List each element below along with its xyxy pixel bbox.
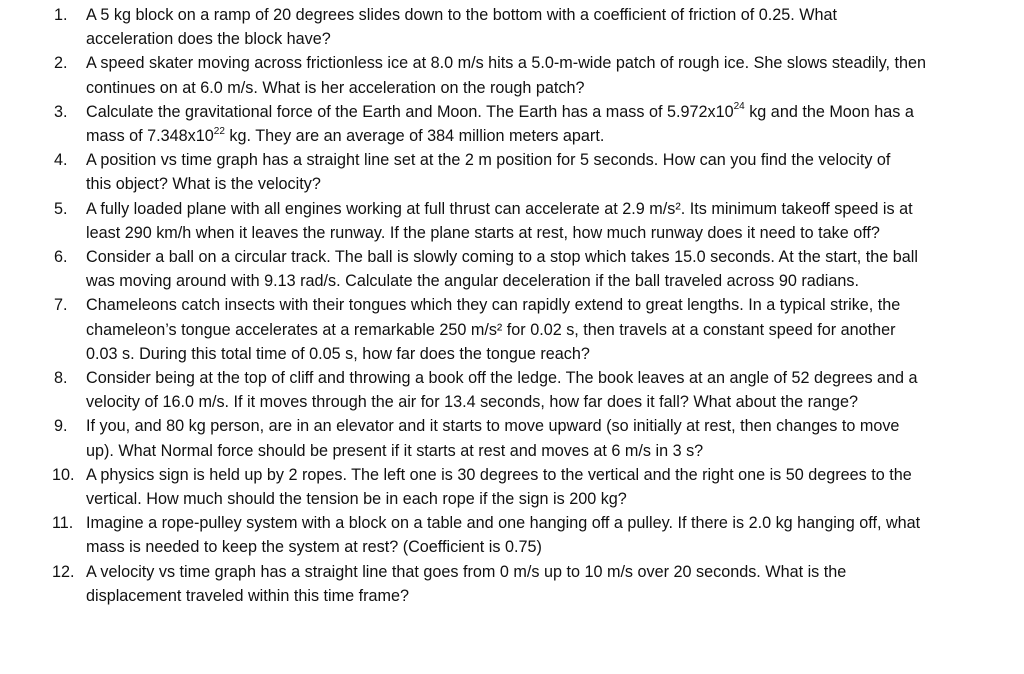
question-item xyxy=(54,245,964,293)
question-text-line: 0.03 s. During this total time of 0.05 s, how far does the tongue reach? xyxy=(86,344,590,363)
question-item xyxy=(54,463,964,511)
question-number: 8. xyxy=(54,369,68,388)
question-item xyxy=(54,511,964,559)
question-text-line: continues on at 6.0 m/s. What is her acceleration on the rough patch? xyxy=(86,78,585,97)
question-text-line: velocity of 16.0 m/s. If it moves through the air for 13.4 seconds, how far does it fall? What about the range? xyxy=(86,393,859,412)
question-text-line: Calculate the gravitational force of the Earth and Moon. The Earth has a mass of $5.972x10^{24}$ kg and the Moon has a xyxy=(86,101,914,121)
question-item xyxy=(54,100,964,148)
question-text-line: chameleon’s tongue accelerates at a remarkable 250 m/s² for 0.02 s, then travels at a constant speed for another xyxy=(86,320,896,339)
question-number: 1. xyxy=(54,6,68,24)
question-item xyxy=(54,293,964,366)
exponent: 22 xyxy=(213,125,225,137)
question-text-line: mass of $7.348x10^{22}$ kg. They are an average of 384 million meters apart. xyxy=(86,125,605,146)
question-item xyxy=(54,366,964,414)
question-number: 11. xyxy=(52,514,74,533)
question-text-line: A fully loaded plane with all engines working at full thrust can accelerate at 2.9 m/s². Its minimum takeoff speed is at xyxy=(86,199,913,218)
question-text-line: A velocity vs time graph has a straight line that goes from 0 m/s up to 10 m/s over 20 seconds. What is the xyxy=(86,562,847,581)
question-item xyxy=(54,197,964,245)
question-item xyxy=(54,51,964,99)
question-text-line: up). What Normal force should be present if it starts at rest and moves at 6 m/s in 3 s? xyxy=(86,441,704,460)
question-text-line: least 290 km/h when it leaves the runway. If the plane starts at rest, how much runway does it need to take off? xyxy=(86,223,880,242)
question-number: 10. xyxy=(52,465,75,484)
question-text-line: A speed skater moving across frictionless ice at 8.0 m/s hits a 5.0-m-wide patch of rough ice. She slows steadily, then xyxy=(86,54,927,73)
question-number: 4. xyxy=(54,151,68,170)
question-text-line: Consider being at the top of cliff and throwing a book off the ledge. The book leaves at an angle of 52 degrees and a xyxy=(86,369,918,388)
question-number: 6. xyxy=(54,248,68,267)
question-text-line: Consider a ball on a circular track. The ball is slowly coming to a stop which takes 15.0 seconds. At the start, the ball xyxy=(86,248,918,267)
question-text-line: vertical. How much should the tension be in each rope if the sign is 200 kg? xyxy=(86,490,627,509)
question-number: 9. xyxy=(54,417,68,436)
question-item xyxy=(54,3,964,51)
question-text-line: acceleration does the block have? xyxy=(86,30,331,49)
question-item xyxy=(54,560,964,608)
question-text-line: If you, and 80 kg person, are in an elevator and it starts to move upward (so initially at rest, then changes to move xyxy=(86,417,900,436)
exponent: 24 xyxy=(733,101,745,113)
question-number: 12. xyxy=(52,562,75,581)
question-number: 5. xyxy=(54,199,68,218)
question-list xyxy=(54,3,964,608)
question-item xyxy=(54,148,964,196)
question-text-line: A physics sign is held up by 2 ropes. The left one is 30 degrees to the vertical and the right one is 50 degrees to the xyxy=(86,465,912,484)
question-number: 3. xyxy=(54,102,68,121)
question-number: 7. xyxy=(54,296,68,315)
question-text-line: was moving around with 9.13 rad/s. Calculate the angular deceleration if the ball traveled across 90 radians. xyxy=(86,272,859,291)
question-text-line: displacement traveled within this time frame? xyxy=(86,586,409,605)
question-text-line: Imagine a rope-pulley system with a block on a table and one hanging off a pulley. If there is 2.0 kg hanging off, what xyxy=(86,514,921,533)
question-text-line: Chameleons catch insects with their tongues which they can rapidly extend to great lengths. In a typical strike, the xyxy=(86,296,901,315)
question-text-line: A 5 kg block on a ramp of 20 degrees slides down to the bottom with a coefficient of friction of 0.25. What xyxy=(86,6,838,24)
question-text-line: this object? What is the velocity? xyxy=(86,175,321,194)
question-text-line: A position vs time graph has a straight line set at the 2 m position for 5 seconds. How can you find the velocity of xyxy=(86,151,891,170)
question-text-line: mass is needed to keep the system at rest? (Coefficient is 0.75) xyxy=(86,538,542,557)
question-number: 2. xyxy=(54,54,68,73)
question-item xyxy=(54,414,964,462)
